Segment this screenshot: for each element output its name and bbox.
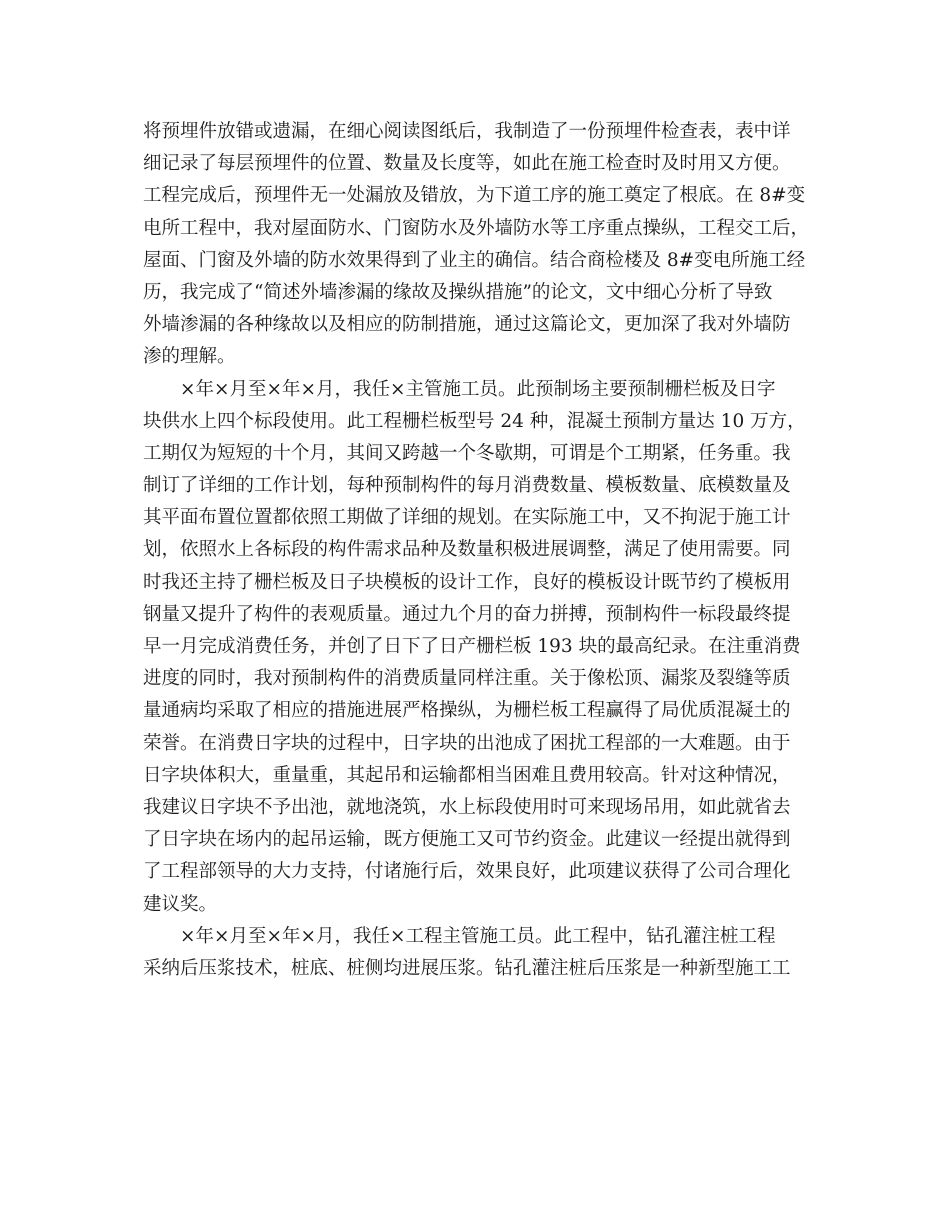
text-line: 屋面、门窗及外墙的防水效果得到了业主的确信。结合商检楼及 8#变电所施工经: [143, 249, 806, 271]
text-line: 外墙渗漏的各种缘故以及相应的防制措施，通过这篇论文，更加深了我对外墙防: [143, 314, 791, 336]
text-line: ×年×月至×年×月，我任×主管施工员。此预制场主要预制栅栏板及日字: [180, 378, 776, 400]
text-line: 其平面布置位置都依照工期做了详细的规划。在实际施工中，又不拘泥于施工计: [143, 507, 791, 529]
text-line: 块供水上四个标段使用。此工程栅栏板型号 24 种，混凝土预制方量达 10 万方，: [143, 410, 806, 432]
text-line: 采纳后压浆技术，桩底、桩侧均进展压浆。钻孔灌注桩后压浆是一种新型施工工: [143, 957, 791, 979]
paragraph: [143, 921, 803, 985]
text-line: 制订了详细的工作计划，每种预制构件的每月消费数量、模板数量、底模数量及: [143, 475, 791, 497]
document-body: [143, 116, 810, 985]
text-line: 日字块体积大，重量重，其起吊和运输都相当困难且费用较高。针对这种情况，: [143, 764, 791, 786]
text-line: 荣誉。在消费日字块的过程中，日字块的出池成了困扰工程部的一大难题。由于: [143, 732, 791, 754]
text-line: 了工程部领导的大力支持，付诸施行后，效果良好，此项建议获得了公司合理化: [143, 861, 791, 883]
text-line: 我建议日字块不予出池，就地浇筑，水上标段使用时可来现场吊用，如此就省去: [143, 796, 791, 818]
text-line: 电所工程中，我对屋面防水、门窗防水及外墙防水等工序重点操纵，工程交工后，: [143, 217, 810, 239]
text-line: 工程完成后，预埋件无一处漏放及错放，为下道工序的施工奠定了根底。在 8#变: [143, 185, 806, 207]
text-line: ×年×月至×年×月，我任×工程主管施工员。此工程中，钻孔灌注桩工程: [180, 925, 776, 947]
text-line: 钢量又提升了构件的表观质量。通过九个月的奋力拼搏，预制构件一标段最终提: [143, 603, 791, 625]
text-line: 早一月完成消费任务，并创了日下了日产栅栏板 193 块的最高纪录。在注重消费: [143, 636, 801, 657]
text-line: 时我还主持了栅栏板及日子块模板的设计工作，良好的模板设计既节约了模板用: [143, 571, 791, 593]
text-line: 量通病均采取了相应的措施进展严格操纵，为栅栏板工程赢得了局优质混凝土的: [143, 700, 791, 722]
text-line: 了日字块在场内的起吊运输，既方便施工又可节约资金。此建议一经提出就得到: [143, 829, 791, 851]
text-line: 工期仅为短短的十个月，其间又跨越一个冬歇期，可谓是个工期紧，任务重。我: [143, 442, 791, 464]
text-line: 进度的同时，我对预制构件的消费质量同样注重。关于像松顶、漏浆及裂缝等质: [143, 668, 791, 690]
text-line: 将预埋件放错或遗漏，在细心阅读图纸后，我制造了一份预埋件检查表，表中详: [143, 121, 791, 142]
paragraph: [143, 116, 810, 374]
text-line: 渗的理解。: [143, 346, 236, 368]
text-line: 历，我完成了“简述外墙渗漏的缘故及操纵措施”的论文，文中细心分析了导致: [143, 281, 773, 303]
text-line: 建议奖。: [143, 893, 218, 915]
paragraph: [143, 374, 806, 921]
text-line: 细记录了每层预埋件的位置、数量及长度等，如此在施工检查时及时用又方便。: [143, 153, 791, 175]
text-line: 划，依照水上各标段的构件需求品种及数量积极进展调整，满足了使用需要。同: [143, 539, 791, 561]
